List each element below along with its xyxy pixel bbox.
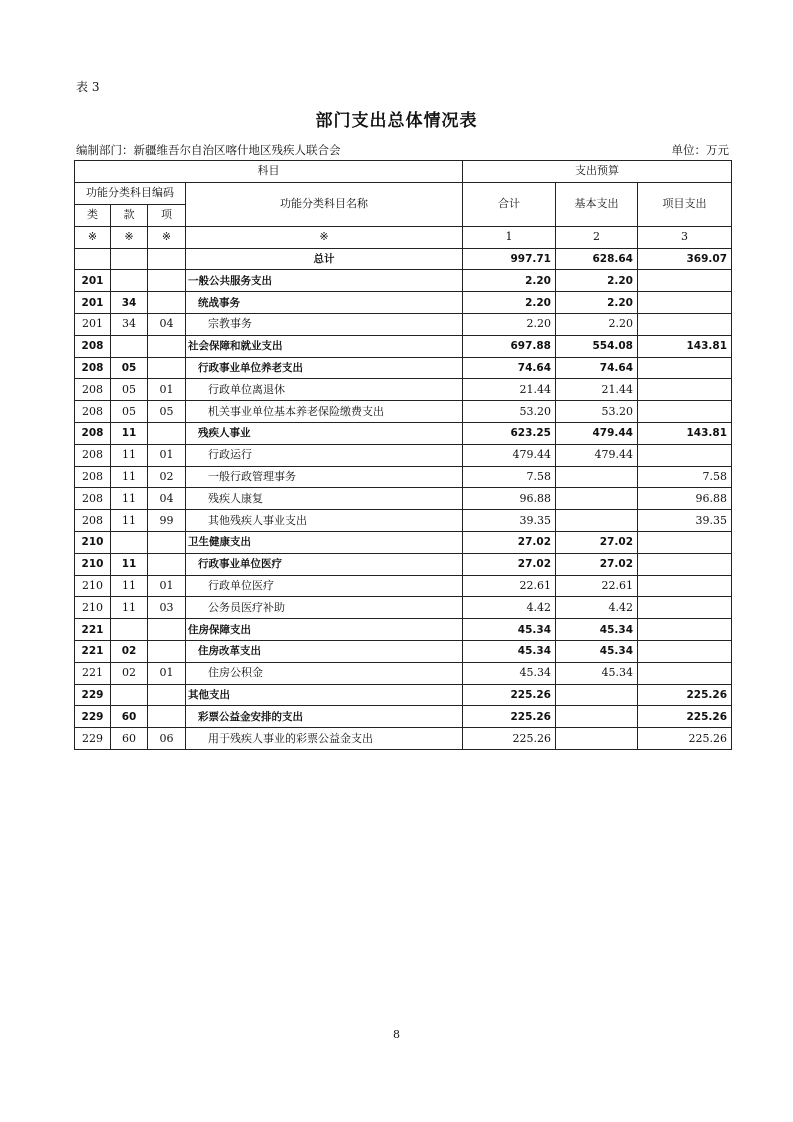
project-cell: 225.26	[638, 706, 732, 728]
project-cell: 143.81	[638, 422, 732, 444]
code-kuan-cell: 11	[111, 444, 148, 466]
basic-cell	[556, 510, 638, 532]
code-kuan-cell: 60	[111, 728, 148, 750]
mark-cell: ※	[111, 226, 148, 248]
code-kuan-cell: 02	[111, 640, 148, 662]
total-cell: 45.34	[463, 640, 556, 662]
code-xiang-cell	[148, 640, 186, 662]
total-cell: 697.88	[463, 335, 556, 357]
project-cell	[638, 640, 732, 662]
header-row-4	[75, 226, 732, 248]
subject-name-cell: 彩票公益金安排的支出	[186, 706, 463, 728]
kuan-header: 款	[111, 204, 148, 226]
total-cell: 7.58	[463, 466, 556, 488]
subject-name-cell: 统战事务	[186, 292, 463, 314]
project-cell	[638, 553, 732, 575]
total-cell: 27.02	[463, 553, 556, 575]
basic-cell: 45.34	[556, 640, 638, 662]
code-xiang-cell: 03	[148, 597, 186, 619]
code-lei-cell: 208	[75, 488, 111, 510]
code-lei-cell: 208	[75, 401, 111, 423]
code-xiang-cell: 02	[148, 466, 186, 488]
code-xiang-cell	[148, 684, 186, 706]
basic-cell: 479.44	[556, 422, 638, 444]
header-row-2	[75, 182, 732, 204]
basic-cell: 53.20	[556, 401, 638, 423]
budget-header: 支出预算	[463, 161, 732, 183]
table-row	[75, 662, 732, 684]
code-xiang-cell: 06	[148, 728, 186, 750]
project-cell	[638, 313, 732, 335]
subject-name-cell: 社会保障和就业支出	[186, 335, 463, 357]
total-header: 合计	[463, 182, 556, 226]
subject-name-cell: 一般公共服务支出	[186, 270, 463, 292]
total-cell: 96.88	[463, 488, 556, 510]
total-cell: 623.25	[463, 422, 556, 444]
name-header: 功能分类科目名称	[186, 182, 463, 226]
basic-cell	[556, 706, 638, 728]
table-row	[75, 313, 732, 335]
basic-cell	[556, 466, 638, 488]
basic-header: 基本支出	[556, 182, 638, 226]
code-lei-cell	[75, 248, 111, 270]
subject-name-cell: 宗教事务	[186, 313, 463, 335]
code-lei-cell: 210	[75, 575, 111, 597]
index-cell-3: 3	[638, 226, 732, 248]
total-cell: 74.64	[463, 357, 556, 379]
table-number: 表 3	[76, 80, 100, 94]
subject-name-cell: 公务员医疗补助	[186, 597, 463, 619]
subject-name-cell: 行政运行	[186, 444, 463, 466]
table-row	[75, 444, 732, 466]
project-cell	[638, 662, 732, 684]
table-row	[75, 597, 732, 619]
code-kuan-cell: 34	[111, 313, 148, 335]
code-xiang-cell: 01	[148, 444, 186, 466]
project-cell	[638, 575, 732, 597]
basic-cell: 479.44	[556, 444, 638, 466]
total-cell: 22.61	[463, 575, 556, 597]
total-cell: 479.44	[463, 444, 556, 466]
table-row	[75, 335, 732, 357]
project-cell: 39.35	[638, 510, 732, 532]
code-lei-cell: 201	[75, 270, 111, 292]
code-xiang-cell	[148, 706, 186, 728]
table-row	[75, 728, 732, 750]
subject-name-cell: 住房公积金	[186, 662, 463, 684]
code-xiang-cell	[148, 335, 186, 357]
subject-name-cell: 总计	[186, 248, 463, 270]
code-kuan-cell	[111, 684, 148, 706]
code-lei-cell: 229	[75, 728, 111, 750]
code-lei-cell: 208	[75, 335, 111, 357]
project-header: 项目支出	[638, 182, 732, 226]
unit-label: 单位：万元	[671, 143, 729, 157]
total-cell: 997.71	[463, 248, 556, 270]
basic-cell: 628.64	[556, 248, 638, 270]
code-lei-cell: 229	[75, 706, 111, 728]
table-row	[75, 357, 732, 379]
basic-cell: 2.20	[556, 313, 638, 335]
table-row	[75, 466, 732, 488]
basic-cell: 27.02	[556, 531, 638, 553]
table-row	[75, 510, 732, 532]
mark-cell: ※	[75, 226, 111, 248]
total-cell: 2.20	[463, 313, 556, 335]
code-xiang-cell: 01	[148, 575, 186, 597]
code-lei-cell: 221	[75, 640, 111, 662]
code-kuan-cell: 11	[111, 575, 148, 597]
total-cell: 27.02	[463, 531, 556, 553]
project-cell	[638, 619, 732, 641]
code-lei-cell: 201	[75, 292, 111, 314]
project-cell	[638, 292, 732, 314]
code-lei-cell: 210	[75, 531, 111, 553]
code-kuan-cell	[111, 531, 148, 553]
code-lei-cell: 210	[75, 597, 111, 619]
project-cell: 225.26	[638, 728, 732, 750]
code-kuan-cell: 05	[111, 401, 148, 423]
code-lei-cell: 208	[75, 466, 111, 488]
code-kuan-cell: 11	[111, 466, 148, 488]
project-cell	[638, 357, 732, 379]
subject-header: 科目	[75, 161, 463, 183]
index-cell-2: 2	[556, 226, 638, 248]
basic-cell: 2.20	[556, 292, 638, 314]
project-cell	[638, 379, 732, 401]
subject-name-cell: 行政事业单位医疗	[186, 553, 463, 575]
basic-cell: 21.44	[556, 379, 638, 401]
table-row	[75, 684, 732, 706]
project-cell: 96.88	[638, 488, 732, 510]
code-xiang-cell: 01	[148, 662, 186, 684]
code-lei-cell: 208	[75, 444, 111, 466]
code-xiang-cell	[148, 270, 186, 292]
table-row	[75, 292, 732, 314]
total-cell: 225.26	[463, 728, 556, 750]
department-label: 编制部门：新疆维吾尔自治区喀什地区残疾人联合会	[76, 143, 341, 157]
lei-header: 类	[75, 204, 111, 226]
code-kuan-cell: 11	[111, 510, 148, 532]
total-cell: 45.34	[463, 619, 556, 641]
table-row	[75, 553, 732, 575]
table-row	[75, 531, 732, 553]
subject-name-cell: 一般行政管理事务	[186, 466, 463, 488]
table-row	[75, 640, 732, 662]
subject-name-cell: 残疾人康复	[186, 488, 463, 510]
table-row	[75, 575, 732, 597]
basic-cell: 22.61	[556, 575, 638, 597]
total-cell: 4.42	[463, 597, 556, 619]
mark-cell: ※	[186, 226, 463, 248]
code-kuan-cell: 05	[111, 357, 148, 379]
code-kuan-cell: 11	[111, 422, 148, 444]
table-row	[75, 488, 732, 510]
code-xiang-cell: 01	[148, 379, 186, 401]
code-lei-cell: 208	[75, 510, 111, 532]
project-cell: 225.26	[638, 684, 732, 706]
project-cell: 7.58	[638, 466, 732, 488]
expenditure-table	[74, 160, 732, 750]
basic-cell: 45.34	[556, 662, 638, 684]
header-row-1	[75, 161, 732, 183]
project-cell	[638, 531, 732, 553]
code-group-header: 功能分类科目编码	[75, 182, 186, 204]
table-row	[75, 401, 732, 423]
code-kuan-cell: 11	[111, 488, 148, 510]
code-kuan-cell	[111, 619, 148, 641]
project-cell: 369.07	[638, 248, 732, 270]
subject-name-cell: 行政单位离退休	[186, 379, 463, 401]
code-kuan-cell	[111, 270, 148, 292]
code-xiang-cell: 04	[148, 313, 186, 335]
subject-name-cell: 卫生健康支出	[186, 531, 463, 553]
code-xiang-cell: 04	[148, 488, 186, 510]
subject-name-cell: 住房改革支出	[186, 640, 463, 662]
code-kuan-cell	[111, 335, 148, 357]
basic-cell	[556, 488, 638, 510]
basic-cell	[556, 728, 638, 750]
code-xiang-cell	[148, 531, 186, 553]
code-kuan-cell	[111, 248, 148, 270]
total-cell: 225.26	[463, 684, 556, 706]
total-cell: 2.20	[463, 292, 556, 314]
project-cell	[638, 444, 732, 466]
code-kuan-cell: 34	[111, 292, 148, 314]
subject-name-cell: 残疾人事业	[186, 422, 463, 444]
xiang-header: 项	[148, 204, 186, 226]
mark-cell: ※	[148, 226, 186, 248]
code-xiang-cell	[148, 422, 186, 444]
code-kuan-cell: 02	[111, 662, 148, 684]
code-lei-cell: 201	[75, 313, 111, 335]
total-cell: 45.34	[463, 662, 556, 684]
project-cell: 143.81	[638, 335, 732, 357]
total-cell: 39.35	[463, 510, 556, 532]
subject-name-cell: 其他残疾人事业支出	[186, 510, 463, 532]
table-row	[75, 706, 732, 728]
table-row	[75, 422, 732, 444]
code-kuan-cell: 11	[111, 597, 148, 619]
basic-cell	[556, 684, 638, 706]
subject-name-cell: 行政单位医疗	[186, 575, 463, 597]
page-number: 8	[393, 1028, 400, 1041]
code-xiang-cell	[148, 292, 186, 314]
page-title: 部门支出总体情况表	[315, 111, 478, 131]
table-row	[75, 379, 732, 401]
table-row	[75, 270, 732, 292]
subject-name-cell: 用于残疾人事业的彩票公益金支出	[186, 728, 463, 750]
code-xiang-cell: 99	[148, 510, 186, 532]
index-cell-1: 1	[463, 226, 556, 248]
subject-name-cell: 机关事业单位基本养老保险缴费支出	[186, 401, 463, 423]
table-row	[75, 248, 732, 270]
basic-cell: 27.02	[556, 553, 638, 575]
project-cell	[638, 270, 732, 292]
code-lei-cell: 221	[75, 619, 111, 641]
code-lei-cell: 210	[75, 553, 111, 575]
subject-name-cell: 住房保障支出	[186, 619, 463, 641]
code-lei-cell: 208	[75, 357, 111, 379]
basic-cell: 4.42	[556, 597, 638, 619]
data-rows	[75, 248, 732, 749]
code-xiang-cell	[148, 357, 186, 379]
basic-cell: 2.20	[556, 270, 638, 292]
code-lei-cell: 229	[75, 684, 111, 706]
code-lei-cell: 221	[75, 662, 111, 684]
code-kuan-cell: 11	[111, 553, 148, 575]
code-xiang-cell: 05	[148, 401, 186, 423]
code-xiang-cell	[148, 553, 186, 575]
total-cell: 2.20	[463, 270, 556, 292]
basic-cell: 554.08	[556, 335, 638, 357]
subject-name-cell: 其他支出	[186, 684, 463, 706]
code-kuan-cell: 05	[111, 379, 148, 401]
total-cell: 53.20	[463, 401, 556, 423]
total-cell: 21.44	[463, 379, 556, 401]
code-lei-cell: 208	[75, 422, 111, 444]
subject-name-cell: 行政事业单位养老支出	[186, 357, 463, 379]
basic-cell: 45.34	[556, 619, 638, 641]
project-cell	[638, 401, 732, 423]
project-cell	[638, 597, 732, 619]
table-row	[75, 619, 732, 641]
code-lei-cell: 208	[75, 379, 111, 401]
code-xiang-cell	[148, 619, 186, 641]
code-xiang-cell	[148, 248, 186, 270]
code-kuan-cell: 60	[111, 706, 148, 728]
total-cell: 225.26	[463, 706, 556, 728]
basic-cell: 74.64	[556, 357, 638, 379]
